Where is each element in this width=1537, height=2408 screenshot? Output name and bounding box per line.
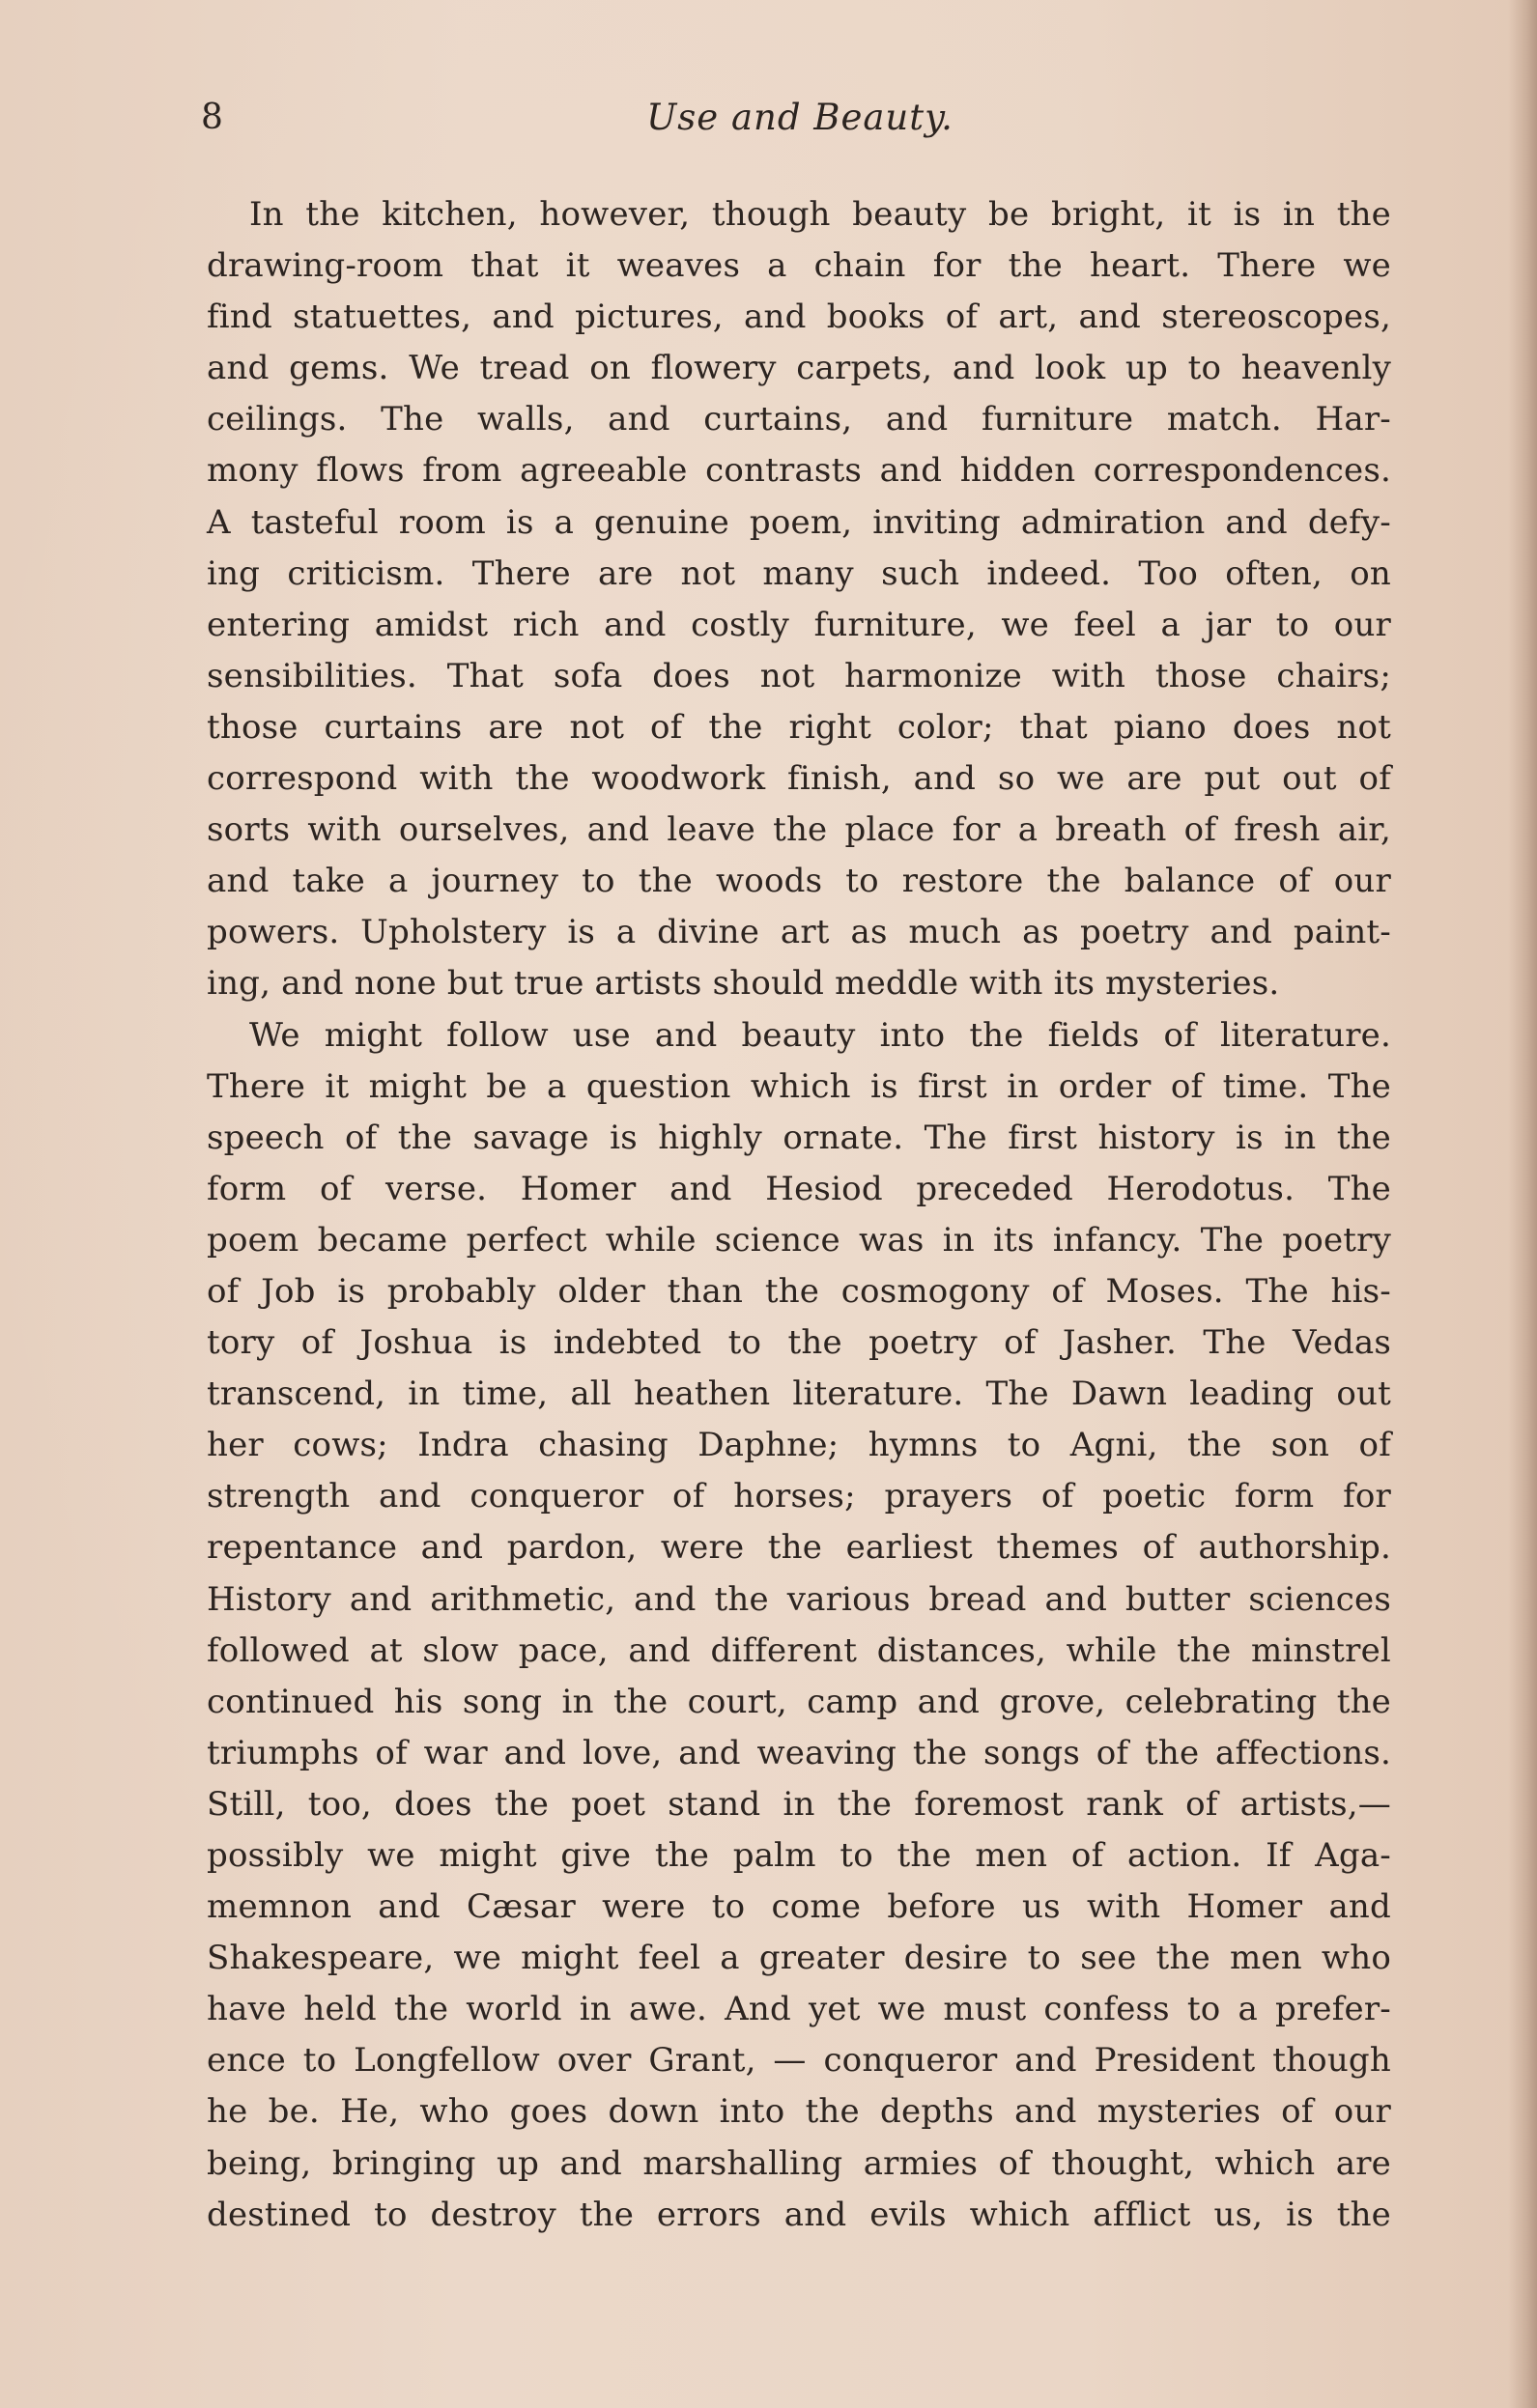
text-line: In the kitchen, however, though beauty be bright, it is in the — [249, 195, 1391, 234]
body-text — [207, 189, 1391, 2241]
paragraph-1 — [207, 189, 1391, 1010]
text-line: find statuettes, and pictures, and books of art, and stereoscopes, — [207, 297, 1391, 337]
text-line: and gems. We tread on flowery carpets, and look up to heavenly — [207, 349, 1391, 388]
text-line: he be. He, who goes down into the depths and mysteries of our — [207, 2092, 1391, 2132]
text-line: entering amidst rich and costly furniture, we feel a jar to our — [207, 605, 1391, 644]
text-line: tory of Joshua is indebted to the poetry of Jasher. The Vedas — [207, 1323, 1391, 1363]
text-line: sensibilities. That sofa does not harmonize with those chairs; — [207, 656, 1391, 695]
text-line: memnon and Cæsar were to come before us with Homer and — [207, 1887, 1391, 1927]
text-line: Still, too, does the poet stand in the foremost rank of artists,— — [207, 1784, 1391, 1824]
text-line: strength and conqueror of horses; prayers of poetic form for — [207, 1477, 1391, 1516]
text-line: powers. Upholstery is a divine art as much as poetry and paint- — [207, 913, 1391, 952]
page-number: 8 — [201, 98, 223, 137]
text-line: There it might be a question which is first in order of time. The — [207, 1066, 1391, 1106]
text-line: ence to Longfellow over Grant, — conqueror and President though — [207, 2041, 1391, 2081]
text-line: A tasteful room is a genuine poem, inviting admiration and defy- — [207, 502, 1391, 542]
text-line: Shakespeare, we might feel a greater desire to see the men who — [207, 1939, 1391, 1978]
text-line: possibly we might give the palm to the men of action. If Aga- — [207, 1836, 1391, 1875]
text-line: ing criticism. There are not many such indeed. Too often, on — [207, 553, 1391, 593]
text-line: those curtains are not of the right color; that piano does not — [207, 707, 1391, 747]
text-line: continued his song in the court, camp and grove, celebrating the — [207, 1682, 1391, 1721]
page-header — [201, 95, 1399, 153]
text-line: We might follow use and beauty into the fields of literature. — [249, 1015, 1391, 1055]
text-line: correspond with the woodwork finish, and so we are put out of — [207, 759, 1391, 799]
text-line: followed at slow pace, and different distances, while the minstrel — [207, 1630, 1391, 1670]
text-line: drawing-room that it weaves a chain for the heart. There we — [207, 246, 1391, 286]
text-line: triumphs of war and love, and weaving the songs of the affections. — [207, 1733, 1391, 1772]
text-line: form of verse. Homer and Hesiod preceded Herodotus. The — [207, 1169, 1391, 1208]
text-line: have held the world in awe. And yet we must confess to a prefer- — [207, 1990, 1391, 2029]
text-line: speech of the savage is highly ornate. The first history is in the — [207, 1118, 1391, 1157]
paragraph-2 — [207, 1010, 1391, 2241]
text-line: History and arithmetic, and the various bread and butter sciences — [207, 1579, 1391, 1619]
text-line: ceilings. The walls, and curtains, and furniture match. Har- — [207, 400, 1391, 439]
text-line: of Job is probably older than the cosmogony of Moses. The his- — [207, 1271, 1391, 1311]
text-line: being, bringing up and marshalling armies of thought, which are — [207, 2143, 1391, 2183]
running-title: Use and Beauty. — [646, 97, 954, 138]
text-line: mony flows from agreeable contrasts and hidden correspondences. — [207, 451, 1391, 491]
page-edge-shadow — [1508, 0, 1537, 2408]
text-line: and take a journey to the woods to restore the balance of our — [207, 862, 1391, 901]
text-line: ing, and none but true artists should meddle with its mysteries. — [207, 964, 1280, 1004]
text-line: repentance and pardon, were the earliest themes of authorship. — [207, 1528, 1391, 1568]
text-line: poem became perfect while science was in its infancy. The poetry — [207, 1220, 1391, 1260]
text-line: destined to destroy the errors and evils which afflict us, is the — [207, 2195, 1391, 2234]
text-line: sorts with ourselves, and leave the place for a breath of fresh air, — [207, 810, 1391, 850]
text-line: transcend, in time, all heathen literature. The Dawn leading out — [207, 1374, 1391, 1414]
text-line: her cows; Indra chasing Daphne; hymns to Agni, the son of — [207, 1426, 1391, 1465]
